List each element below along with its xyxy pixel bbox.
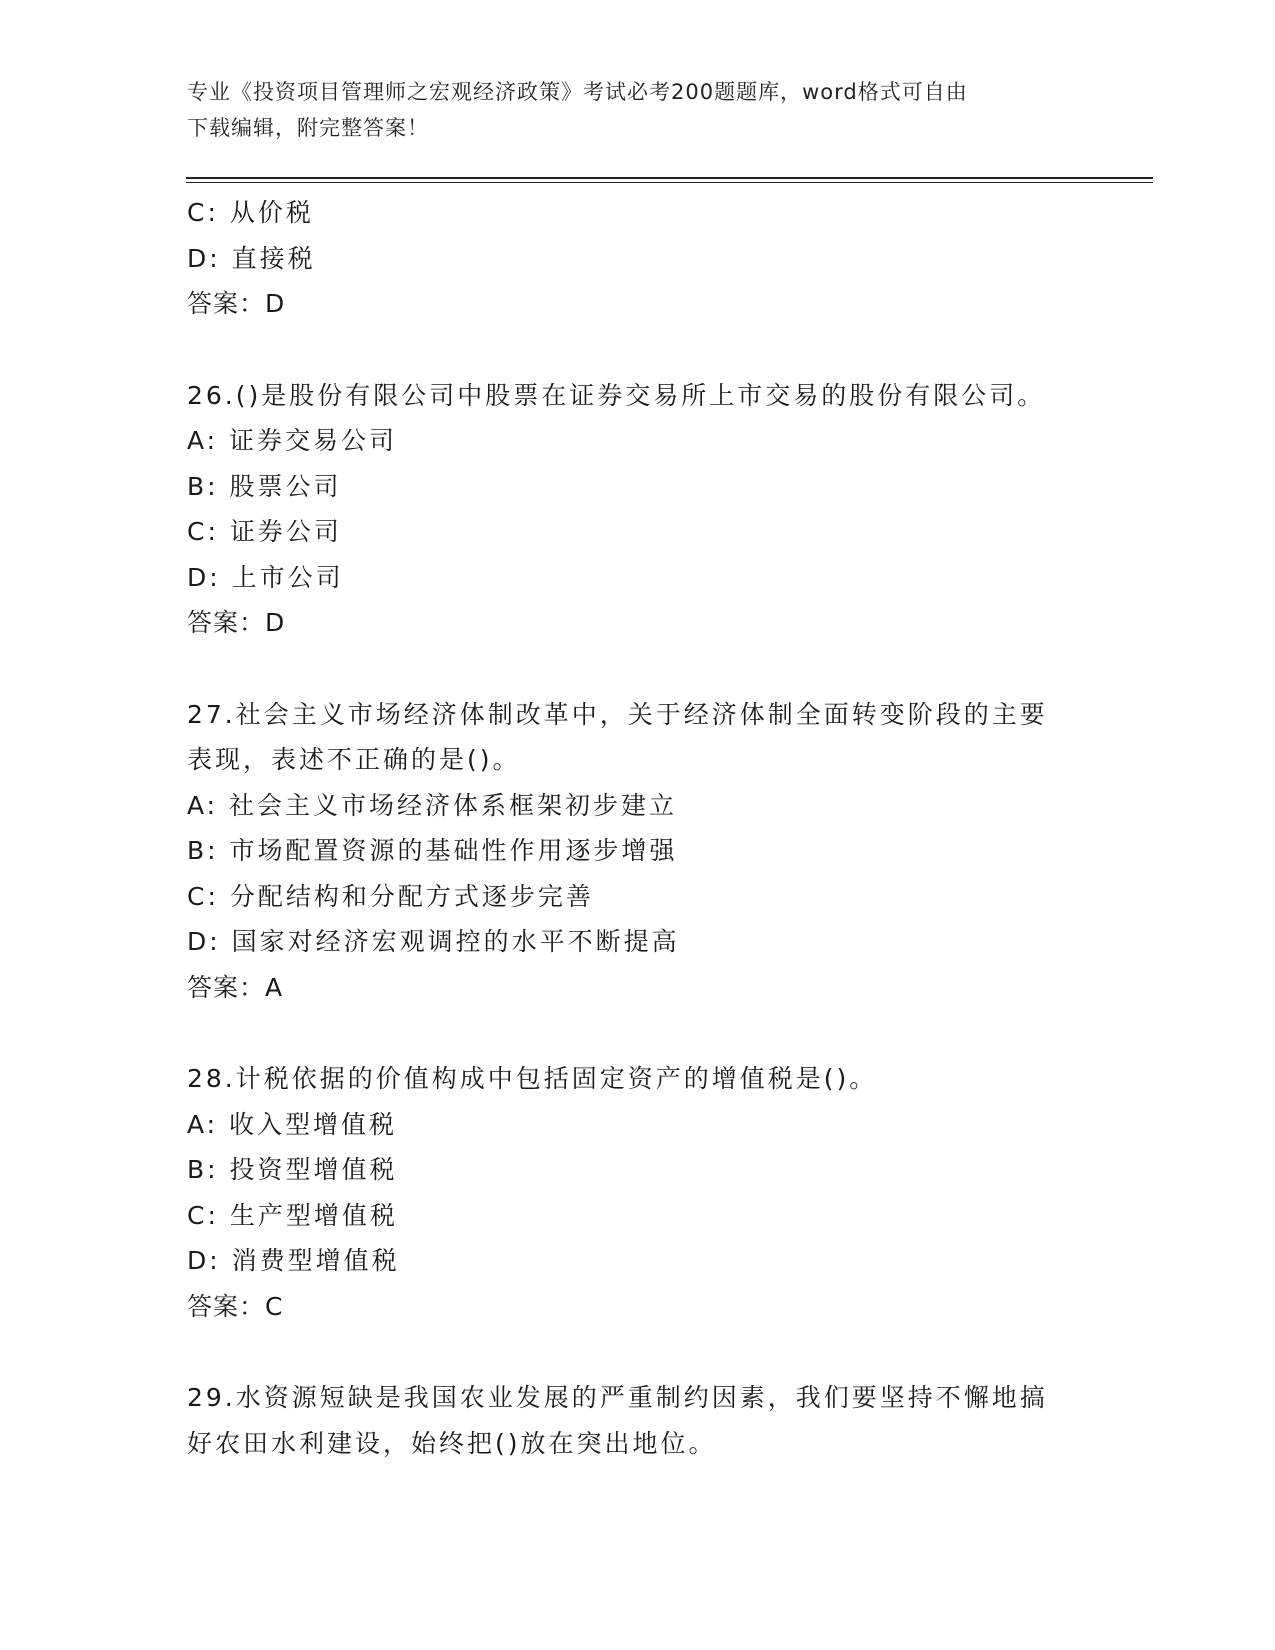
header-rule-thick	[186, 177, 1153, 179]
option-a: A: 证券交易公司	[187, 426, 398, 455]
question-text: 27.社会主义市场经济体制改革中，关于经济体制全面转变阶段的主要	[187, 699, 1048, 729]
option-d: D: 国家对经济宏观调控的水平不断提高	[187, 927, 680, 956]
option-d: D: 直接税	[187, 243, 316, 273]
question-block	[187, 692, 1107, 1011]
answer-line: 答案：D	[187, 289, 286, 318]
option-d: D: 上市公司	[187, 562, 344, 592]
header-line-1: 专业《投资项目管理师之宏观经济政策》考试必考200题题库，word格式可自由	[187, 80, 968, 104]
option-d: D: 消费型增值税	[187, 1246, 400, 1275]
document-header	[187, 74, 1087, 146]
option-c: C: 分配结构和分配方式逐步完善	[187, 881, 594, 911]
question-text-continued: 表现，表述不正确的是()。	[187, 745, 521, 774]
option-a: A: 社会主义市场经济体系框架初步建立	[187, 790, 678, 820]
spacer	[187, 327, 1107, 373]
spacer	[187, 1010, 1107, 1056]
option-c: C: 生产型增值税	[187, 1200, 398, 1230]
question-list	[187, 190, 1107, 1466]
spacer	[187, 646, 1107, 692]
question-text: 26.()是股份有限公司中股票在证券交易所上市交易的股份有限公司。	[187, 380, 1046, 410]
question-text: 29.水资源短缺是我国农业发展的严重制约因素，我们要坚持不懈地搞	[187, 1383, 1048, 1412]
option-c: C: 从价税	[187, 198, 314, 227]
option-b: B: 股票公司	[187, 471, 342, 501]
option-b: B: 投资型增值税	[187, 1155, 398, 1184]
answer-line: 答案：D	[187, 608, 286, 637]
question-text: 28.计税依据的价值构成中包括固定资产的增值税是()。	[187, 1064, 878, 1093]
option-c: C: 证券公司	[187, 517, 342, 546]
header-rule-thin	[186, 182, 1153, 183]
question-block	[187, 1056, 1107, 1329]
question-block	[187, 1375, 1107, 1466]
question-block	[187, 373, 1107, 646]
spacer	[187, 1329, 1107, 1375]
question-block	[187, 190, 1107, 327]
answer-line: 答案：C	[187, 1291, 284, 1321]
answer-line: 答案：A	[187, 972, 284, 1002]
header-line-2: 下载编辑，附完整答案！	[187, 116, 429, 140]
option-b: B: 市场配置资源的基础性作用逐步增强	[187, 836, 678, 865]
option-a: A: 收入型增值税	[187, 1109, 398, 1139]
question-text-continued: 好农田水利建设，始终把()放在突出地位。	[187, 1428, 717, 1458]
